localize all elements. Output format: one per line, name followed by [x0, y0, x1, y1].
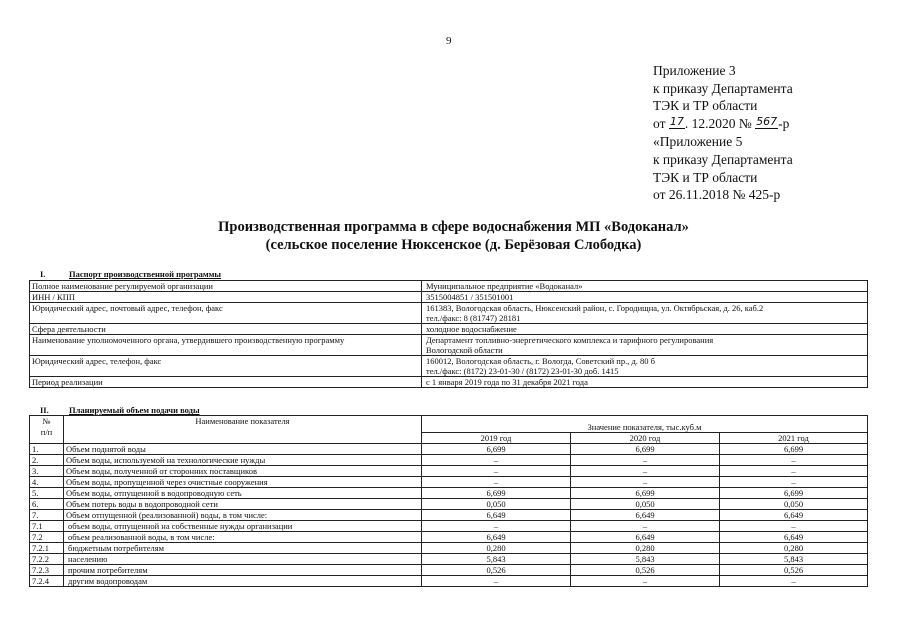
- row-value: 6,699: [571, 444, 720, 455]
- volume-row: [30, 521, 868, 532]
- passport-label: Сфера деятельности: [30, 324, 422, 335]
- volume-row: [30, 466, 868, 477]
- title-line-1: Производственная программа в сфере водоснабжения МП «Водоканал»: [218, 219, 689, 235]
- row-number: 7.2: [30, 532, 64, 543]
- passport-value: [422, 377, 868, 388]
- appendix-line: к приказу Департамента: [653, 151, 793, 167]
- col-header-name: Наименование показателя: [64, 416, 422, 444]
- row-number: 7.2.3: [30, 565, 64, 576]
- row-value: 0,050: [571, 499, 720, 510]
- page-number: 9: [446, 35, 452, 47]
- passport-value-line: Департамент топливно-энергетического комплекса и тарифного регулирования: [426, 335, 714, 345]
- appendix-line: ТЭК и ТР области: [653, 169, 758, 185]
- row-value: 6,649: [422, 532, 571, 543]
- passport-value-line: тел./факс: (8172) 23-01-30 / (8172) 23-01-30 доб. 1415: [426, 366, 619, 376]
- passport-value: [422, 356, 868, 377]
- section-1-number: I.: [40, 269, 46, 279]
- row-value: 6,699: [422, 444, 571, 455]
- passport-value-line: 161383, Вологодская область, Нюксенский район, с. Городищна, ул. Октябрьская, д. 26, каб.2: [426, 303, 764, 313]
- appendix-line: «Приложение 5: [653, 134, 743, 150]
- col-header-year: 2021 год: [720, 433, 868, 444]
- volume-row: [30, 488, 868, 499]
- row-value: –: [720, 455, 868, 466]
- section-1-heading: [29, 269, 221, 279]
- row-value: 0,526: [571, 565, 720, 576]
- volume-row: [30, 554, 868, 565]
- volume-row: [30, 565, 868, 576]
- passport-label: Юридический адрес, телефон, факс: [30, 356, 422, 377]
- passport-row: [30, 324, 868, 335]
- row-value: 0,050: [422, 499, 571, 510]
- row-value: –: [720, 576, 868, 587]
- row-name: другим водопроводам: [64, 576, 422, 587]
- row-value: –: [571, 466, 720, 477]
- volume-row: [30, 532, 868, 543]
- section-2-heading: [29, 405, 200, 415]
- row-name: бюджетным потребителям: [64, 543, 422, 554]
- passport-label: Период реализации: [30, 377, 422, 388]
- document-title: [0, 218, 905, 254]
- row-name: Объем воды, отпущенной в водопроводную сеть: [64, 488, 422, 499]
- volume-row: [30, 499, 868, 510]
- row-number: 6.: [30, 499, 64, 510]
- row-number: 5.: [30, 488, 64, 499]
- appendix-line: ТЭК и ТР области: [653, 98, 758, 114]
- section-2-number: II.: [40, 405, 49, 415]
- row-name: прочим потребителям: [64, 565, 422, 576]
- col-header-year: 2019 год: [422, 433, 571, 444]
- volume-row: [30, 444, 868, 455]
- order-day: 17: [669, 114, 684, 128]
- passport-table: [29, 280, 868, 388]
- row-value: –: [422, 455, 571, 466]
- passport-row: [30, 292, 868, 303]
- passport-value: [422, 292, 868, 303]
- row-name: объем реализованной воды, в том числе:: [64, 532, 422, 543]
- row-value: 6,649: [571, 532, 720, 543]
- row-name: Объем воды, пропущенной через очистные сооружения: [64, 477, 422, 488]
- passport-value-line: с 1 января 2019 года по 31 декабря 2021 года: [426, 377, 588, 387]
- appendix-block: [653, 62, 793, 204]
- row-value: 0,280: [720, 543, 868, 554]
- passport-value: [422, 303, 868, 324]
- col-header-values: Значение показателя, тыс.куб.м: [422, 416, 868, 433]
- row-value: –: [571, 477, 720, 488]
- passport-value: [422, 335, 868, 356]
- row-number: 2.: [30, 455, 64, 466]
- row-number: 7.2.2: [30, 554, 64, 565]
- row-name: Объем поднятой воды: [64, 444, 422, 455]
- passport-row: [30, 281, 868, 292]
- row-value: 0,280: [571, 543, 720, 554]
- volume-row: [30, 477, 868, 488]
- volume-row: [30, 455, 868, 466]
- passport-value: [422, 281, 868, 292]
- col-header-number: № п/п: [30, 416, 64, 444]
- row-value: 5,843: [422, 554, 571, 565]
- section-1-title: Паспорт производственной программы: [69, 269, 222, 279]
- order-prefix: от: [653, 115, 666, 131]
- passport-label: Юридический адрес, почтовый адрес, телефон, факс: [30, 303, 422, 324]
- passport-label: Наименование уполномоченного органа, утвердившего производственную программу: [30, 335, 422, 356]
- row-value: 6,699: [422, 488, 571, 499]
- passport-value-line: 160012, Вологодская область, г. Вологда, Советский пр., д. 80 б: [426, 356, 656, 366]
- row-value: –: [571, 576, 720, 587]
- title-line-2: (сельское поселение Нюксенское (д. Берёзовая Слободка): [265, 237, 642, 253]
- appendix-line: от 26.11.2018 № 425-р: [653, 187, 781, 203]
- row-number: 7.2.1: [30, 543, 64, 554]
- col-header-year: 2020 год: [571, 433, 720, 444]
- row-value: 6,699: [571, 488, 720, 499]
- row-number: 7.: [30, 510, 64, 521]
- row-name: населению: [64, 554, 422, 565]
- row-value: –: [571, 455, 720, 466]
- row-name: Объем воды, полученной от сторонних поставщиков: [64, 466, 422, 477]
- passport-value-line: тел./факс: 8 (81747) 28181: [426, 313, 521, 323]
- row-value: 6,649: [422, 510, 571, 521]
- row-number: 7.1: [30, 521, 64, 532]
- appendix-line: к приказу Департамента: [653, 80, 793, 96]
- row-value: –: [720, 466, 868, 477]
- row-number: 4.: [30, 477, 64, 488]
- row-value: 0,050: [720, 499, 868, 510]
- row-value: 6,699: [720, 444, 868, 455]
- passport-value-line: холодное водоснабжение: [426, 324, 517, 334]
- row-value: 6,649: [571, 510, 720, 521]
- row-name: Объем потерь воды в водопроводной сети: [64, 499, 422, 510]
- row-value: –: [422, 576, 571, 587]
- row-value: 0,280: [422, 543, 571, 554]
- row-value: 6,699: [720, 488, 868, 499]
- passport-label: Полное наименование регулируемой организации: [30, 281, 422, 292]
- row-value: –: [422, 477, 571, 488]
- row-value: –: [720, 477, 868, 488]
- volume-row: [30, 543, 868, 554]
- row-name: Объем отпущенной (реализованной) воды, в том числе:: [64, 510, 422, 521]
- row-name: Объем воды, используемой на технологические нужды: [64, 455, 422, 466]
- volume-row: [30, 576, 868, 587]
- row-value: 5,843: [720, 554, 868, 565]
- order-line: [653, 115, 793, 134]
- passport-row: [30, 356, 868, 377]
- volume-row: [30, 510, 868, 521]
- row-value: 0,526: [720, 565, 868, 576]
- passport-value-line: 3515004851 / 351501001: [426, 292, 514, 302]
- row-name: объем воды, отпущенной на собственные нужды организации: [64, 521, 422, 532]
- passport-value: [422, 324, 868, 335]
- passport-value-line: Муниципальное предприятие «Водоканал»: [426, 281, 583, 291]
- row-number: 7.2.4: [30, 576, 64, 587]
- order-date: . 12.2020 №: [684, 115, 752, 131]
- passport-row: [30, 303, 868, 324]
- row-number: 3.: [30, 466, 64, 477]
- passport-row: [30, 377, 868, 388]
- section-2-title: Планируемый объем подачи воды: [69, 405, 200, 415]
- appendix-line: Приложение 3: [653, 63, 736, 78]
- order-number: 567: [756, 114, 778, 128]
- row-value: –: [720, 521, 868, 532]
- row-number: 1.: [30, 444, 64, 455]
- row-value: 5,843: [571, 554, 720, 565]
- passport-row: [30, 335, 868, 356]
- order-suffix: -р: [778, 115, 790, 131]
- passport-label: ИНН / КПП: [30, 292, 422, 303]
- volume-table: [29, 415, 868, 587]
- row-value: 6,649: [720, 532, 868, 543]
- passport-value-line: Вологодской области: [426, 345, 503, 355]
- row-value: –: [571, 521, 720, 532]
- row-value: –: [422, 466, 571, 477]
- row-value: –: [422, 521, 571, 532]
- row-value: 0,526: [422, 565, 571, 576]
- row-value: 6,649: [720, 510, 868, 521]
